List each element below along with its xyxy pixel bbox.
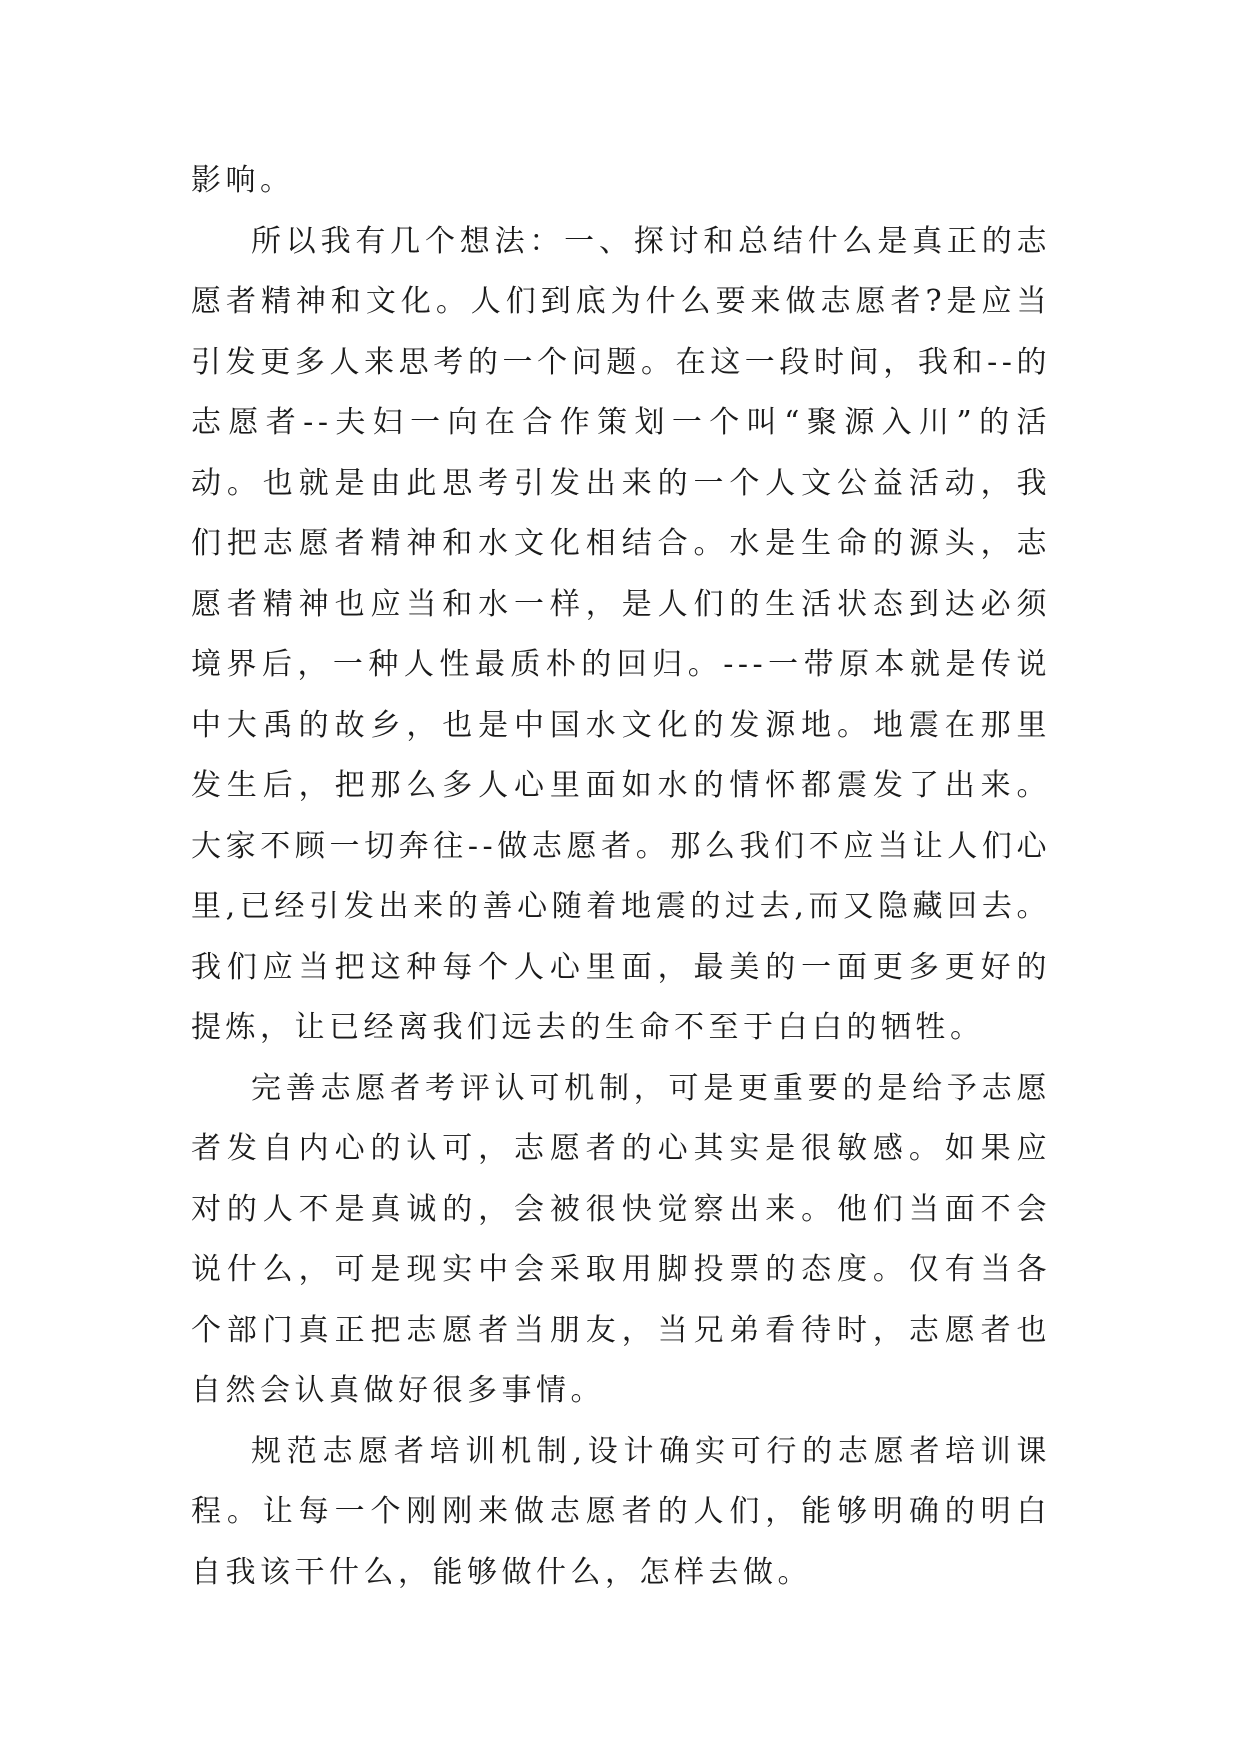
paragraph-1: 影响。 xyxy=(191,163,295,198)
document-body xyxy=(191,151,1051,1603)
paragraph-4: 规范志愿者培训机制,设计确实可行的志愿者培训课程。让每一个刚刚来做志愿者的人们，能够明确的明白自我该干什么，能够做什么，怎样去做。 xyxy=(191,1433,1051,1590)
paragraph-3: 完善志愿者考评认可机制，可是更重要的是给予志愿者发自内心的认可，志愿者的心其实是很敏感。如果应对的人不是真诚的，会被很快觉察出来。他们当面不会说什么，可是现实中会采取用脚投票的态度。仅有当各个部门真正把志愿者当朋友，当兄弟看待时，志愿者也自然会认真做好很多事情。 xyxy=(191,1070,1051,1408)
paragraph-2: 所以我有几个想法：一、探讨和总结什么是真正的志愿者精神和文化。人们到底为什么要来做志愿者?是应当引发更多人来思考的一个问题。在这一段时间，我和--的志愿者--夫妇一向在合作策划一个叫“聚源入川”的活动。也就是由此思考引发出来的一个人文公益活动，我们把志愿者精神和水文化相结合。水是生命的源头，志愿者精神也应当和水一样，是人们的生活状态到达必须境界后，一种人性最质朴的回归。---一带原本就是传说中大禹的故乡，也是中国水文化的发源地。地震在那里发生后，把那么多人心里面如水的情怀都震发了出来。大家不顾一切奔往--做志愿者。那么我们不应当让人们心里,已经引发出来的善心随着地震的过去,而又隐藏回去。我们应当把这种每个人心里面，最美的一面更多更好的提炼，让已经离我们远去的生命不至于白白的牺牲。 xyxy=(191,223,1051,1045)
